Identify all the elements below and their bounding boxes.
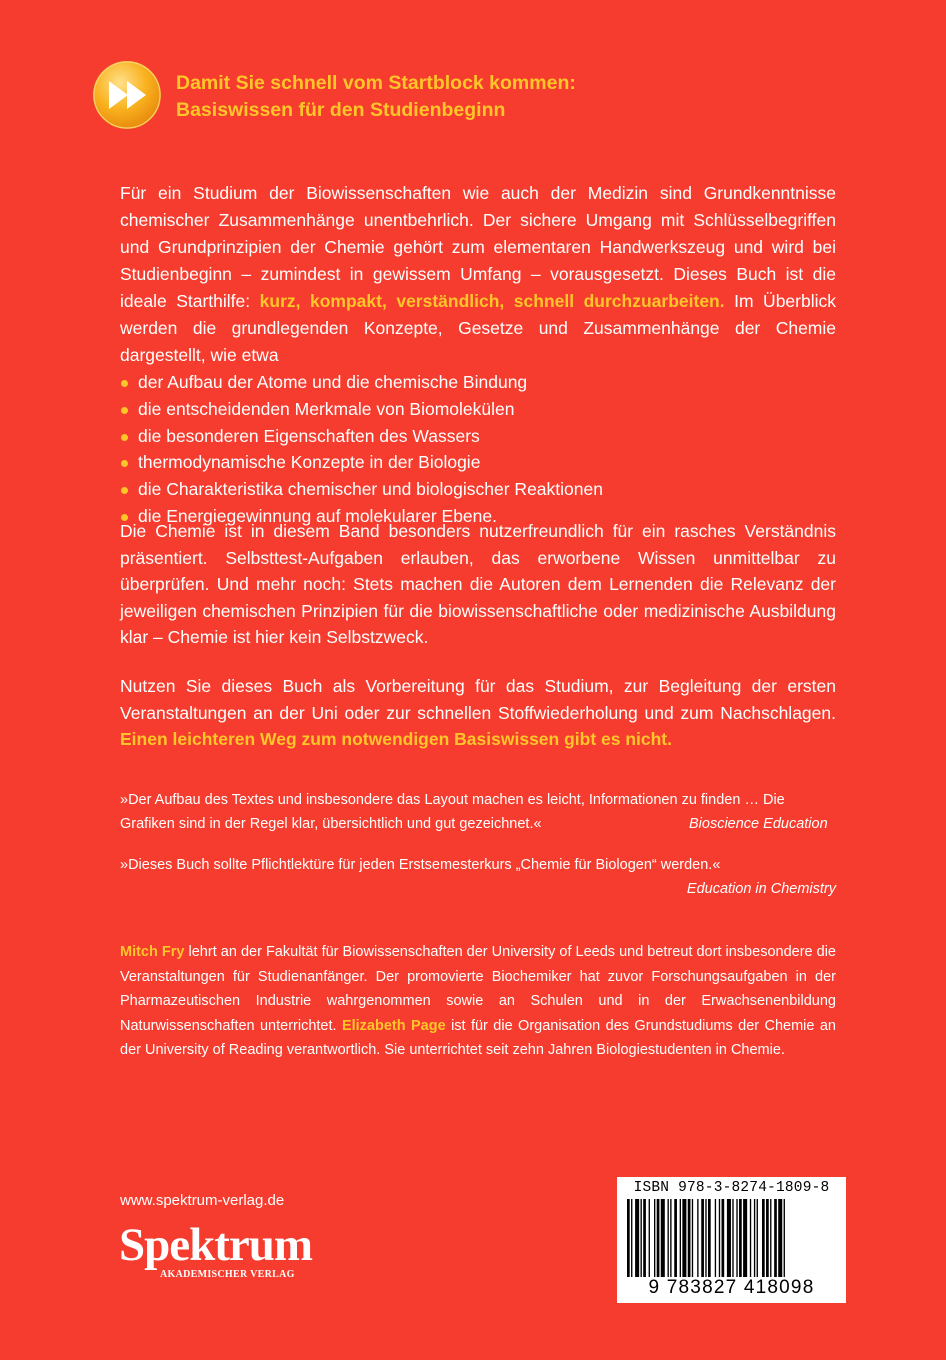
publisher-url[interactable]: www.spektrum-verlag.de <box>120 1192 285 1209</box>
author-bio-1: lehrt an der Fakultät für Biowissenschaften der University of Leeds und betreut dort insbesondere die Veranstaltungen für Studienanfänger. Der promovierte Biochemiker hat zuvor Forschungsaufgaben in der Pharmazeutischen Industrie wahrgenommen sowie an Schulen und in der Erwachsenenbildung Naturwissenschaften unterrichtet. <box>120 944 836 1034</box>
topic-list <box>120 369 836 530</box>
usage-paragraph <box>120 673 836 753</box>
barcode-bar <box>697 1199 698 1277</box>
barcode-bars <box>627 1199 836 1277</box>
barcode-bar <box>692 1199 693 1277</box>
barcode-bar <box>705 1199 706 1277</box>
barcode-bar <box>727 1199 731 1277</box>
barcode-bar <box>757 1199 758 1277</box>
barcode-bar <box>643 1199 646 1277</box>
barcode-bar <box>668 1199 669 1277</box>
usage-text: Nutzen Sie dieses Buch als Vorbereitung für das Studium, zur Begleitung der ersten Veranstaltungen an der Uni oder zur schnellen Stoffwiederholung und zum Nachschlagen. <box>120 676 836 723</box>
barcode-bar <box>661 1199 665 1277</box>
barcode-bar <box>627 1199 630 1277</box>
barcode-bar <box>736 1199 737 1277</box>
publisher-logo <box>119 1219 313 1286</box>
intro-section <box>120 180 836 530</box>
barcode-bar <box>750 1199 751 1277</box>
quote-text: »Dieses Buch sollte Pflichtlektüre für jeden Erstsemesterkurs „Chemie für Biologen“ werden.« <box>120 857 721 873</box>
isbn-barcode <box>617 1177 846 1303</box>
barcode-bar <box>654 1199 655 1277</box>
topic-list-item: thermodynamische Konzepte in der Biologie <box>120 449 836 476</box>
header-title-line2: Basiswissen für den Studienbeginn <box>176 99 506 121</box>
quote-text: »Der Aufbau des Textes und insbesondere das Layout machen es leicht, Informationen zu finden … Die Grafiken sind in der Regel klar, übersichtlich und gut gezeichnet.« <box>120 792 785 832</box>
features-paragraph: Die Chemie ist in diesem Band besonders nutzerfreundlich für ein rasches Verständnis präsentiert. Selbsttest-Aufgaben erlauben, das erworbene Wissen unmittelbar zu überprüfen. Und mehr noch: Stets machen die Autoren dem Lernenden die Relevanz der jeweiligen chemischen Prinzipien für die biowissenschaftliche oder medizinische Ausbildung klar – Chemie ist hier kein Selbstzweck. <box>120 521 836 648</box>
barcode-bar <box>674 1199 677 1277</box>
review-quote-1 <box>120 788 836 836</box>
topic-list-item: der Aufbau der Atome und die chemische Bindung <box>120 369 836 396</box>
header <box>92 60 792 140</box>
barcode-bar <box>649 1199 650 1277</box>
barcode-bar <box>774 1199 777 1277</box>
topic-list-item: die Charakteristika chemischer und biologischer Reaktionen <box>120 476 836 503</box>
header-title <box>176 70 576 124</box>
barcode-bar <box>715 1199 716 1277</box>
author-name-1: Mitch Fry <box>120 944 185 960</box>
barcode-bar <box>732 1199 733 1277</box>
author-bio <box>120 940 836 1063</box>
barcode-bar <box>635 1199 639 1277</box>
barcode-bar <box>701 1199 704 1277</box>
topic-list-item: die entscheidenden Merkmale von Biomolekülen <box>120 396 836 423</box>
topic-list-item: die Energiegewinnung auf molekularer Ebene. <box>120 503 836 530</box>
intro-paragraph <box>120 180 836 369</box>
barcode-bar <box>722 1199 725 1277</box>
fast-forward-icon <box>92 60 162 130</box>
header-title-line1: Damit Sie schnell vom Startblock kommen: <box>176 72 576 94</box>
logo-wordmark: Spektrum <box>119 1219 313 1271</box>
barcode-bar <box>784 1199 785 1277</box>
barcode-bar <box>754 1199 755 1277</box>
barcode-bar <box>770 1199 771 1277</box>
usage-highlight: Einen leichteren Weg zum notwendigen Basiswissen gibt es nicht. <box>120 729 673 749</box>
quote-source: Education in Chemistry <box>686 881 836 897</box>
barcode-bar <box>719 1199 720 1277</box>
isbn-digits: 9 783827 418098 <box>648 1277 815 1298</box>
barcode-bar <box>641 1199 642 1277</box>
isbn-label: ISBN 978-3-8274-1809-8 <box>633 1180 830 1196</box>
logo-subtitle: AKADEMISCHER VERLAG <box>160 1269 295 1280</box>
intro-highlight: kurz, kompakt, verständlich, schnell durchzuarbeiten. <box>259 291 725 311</box>
barcode-bar <box>778 1199 782 1277</box>
barcode-bar <box>657 1199 660 1277</box>
barcode-bar <box>688 1199 691 1277</box>
barcode-bar <box>631 1199 632 1277</box>
barcode-bar <box>766 1199 769 1277</box>
barcode-bar <box>670 1199 671 1277</box>
barcode-bar <box>739 1199 742 1277</box>
author-bio-2: ist für die Organisation des Grundstudiums der Chemie an der University of Reading verantwortlich. Sie unterrichtet seit zehn Jahren Biologiestudenten in Chemie. <box>120 1017 836 1058</box>
barcode-bar <box>680 1199 681 1277</box>
intro-text-2: Im Überblick werden die grundlegenden Konzepte, Gesetze und Zusammenhänge der Chemie dargestellt, wie etwa <box>120 291 837 365</box>
topic-list-item: die besonderen Eigenschaften des Wassers <box>120 423 836 450</box>
barcode-bar <box>743 1199 747 1277</box>
author-name-2: Elizabeth Page <box>341 1017 446 1034</box>
quote-source: Bioscience Education <box>689 816 828 832</box>
review-quote-2 <box>120 853 836 901</box>
barcode-bar <box>708 1199 711 1277</box>
barcode-bar <box>682 1199 686 1277</box>
intro-text-1: Für ein Studium der Biowissenschaften wie auch der Medizin sind Grundkenntnisse chemischer Zusammenhänge unentbehrlich. Der sichere Umgang mit Schlüsselbegriffen und Grundprinzipien der Chemie gehört zum elementaren Handwerkszeug und wird bei Studienbeginn – zumindest in gewissem Umfang – vorausgesetzt. Dieses Buch ist die ideale Starthilfe: <box>120 183 836 311</box>
barcode-bar <box>762 1199 765 1277</box>
